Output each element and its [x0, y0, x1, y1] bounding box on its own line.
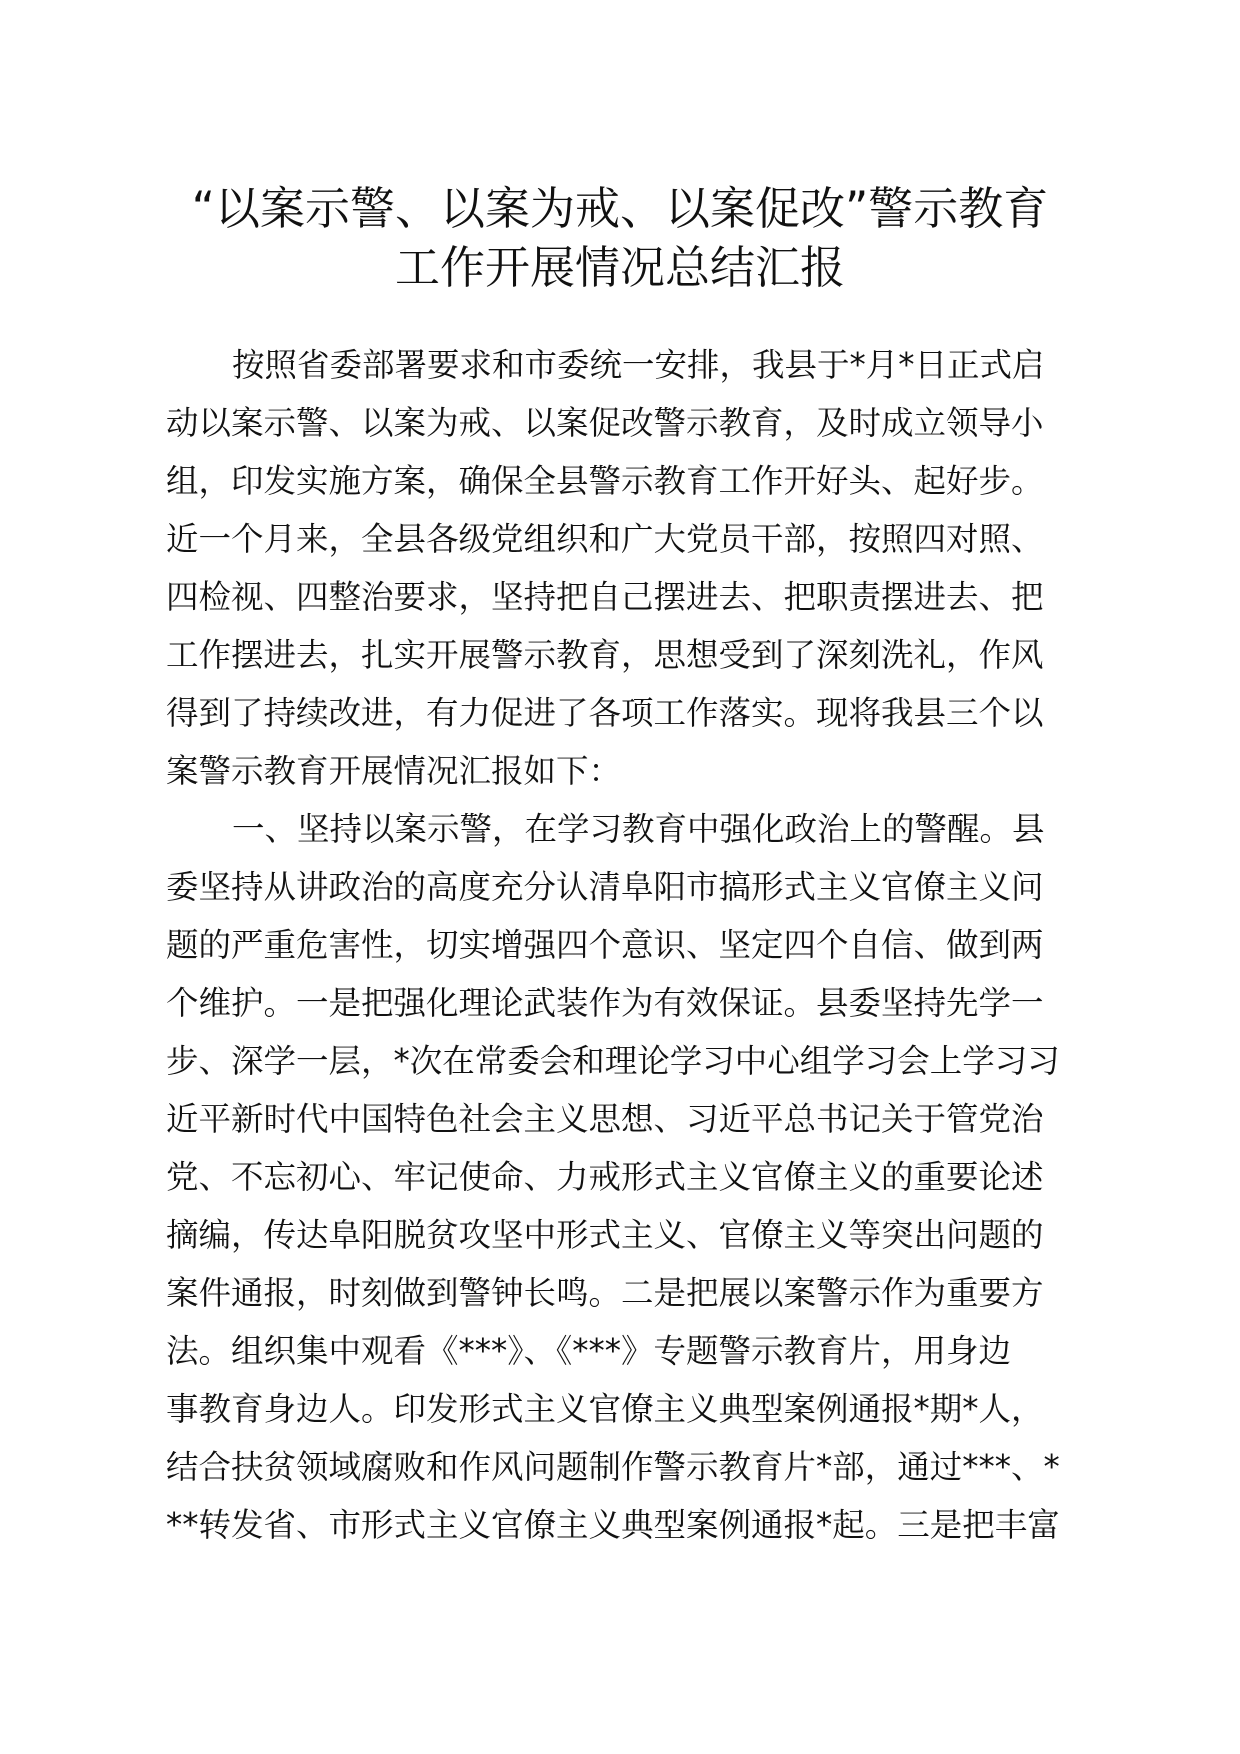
paragraph-line: 按照省委部署要求和市委统一安排，我县于*月*日正式启 [232, 346, 1045, 384]
paragraph-line: 步、深学一层，*次在常委会和理论学习中心组学习会上学习习 [166, 1042, 1060, 1080]
document-title-line-1: “以案示警、以案为戒、以案促改”警示教育 [191, 182, 1049, 235]
paragraph-line: 近一个月来，全县各级党组织和广大党员干部，按照四对照、 [166, 520, 1044, 558]
paragraph-line: 案件通报，时刻做到警钟长鸣。二是把展以案警示作为重要方 [166, 1274, 1044, 1312]
paragraph-line: 组，印发实施方案，确保全县警示教育工作开好头、起好步。 [166, 462, 1044, 500]
paragraph-line: 法。组织集中观看《***》、《***》专题警示教育片，用身边 [166, 1332, 1012, 1370]
paragraph-line: 得到了持续改进，有力促进了各项工作落实。现将我县三个以 [166, 694, 1044, 732]
paragraph-line: 事教育身边人。印发形式主义官僚主义典型案例通报*期*人， [166, 1390, 1044, 1428]
paragraph-line: 结合扶贫领域腐败和作风问题制作警示教育片*部，通过***、* [166, 1448, 1060, 1486]
paragraph-line: 工作摆进去，扎实开展警示教育，思想受到了深刻洗礼，作风 [166, 636, 1044, 674]
document-body [166, 336, 1086, 1554]
paragraph-line: 近平新时代中国特色社会主义思想、习近平总书记关于管党治 [166, 1100, 1044, 1138]
paragraph-line: 案警示教育开展情况汇报如下： [166, 752, 622, 790]
paragraph-line: 四检视、四整治要求，坚持把自己摆进去、把职责摆进去、把 [166, 578, 1044, 616]
document-title-line-2: 工作开展情况总结汇报 [394, 241, 845, 294]
paragraph-line: 党、不忘初心、牢记使命、力戒形式主义官僚主义的重要论述 [166, 1158, 1044, 1196]
paragraph-line: 个维护。一是把强化理论武装作为有效保证。县委坚持先学一 [166, 984, 1044, 1022]
paragraph-line: 摘编，传达阜阳脱贫攻坚中形式主义、官僚主义等突出问题的 [166, 1216, 1044, 1254]
paragraph-line: 动以案示警、以案为戒、以案促改警示教育，及时成立领导小 [166, 404, 1044, 442]
paragraph-line: 委坚持从讲政治的高度充分认清阜阳市搞形式主义官僚主义问 [166, 868, 1044, 906]
section-heading-line: 一、坚持以案示警，在学习教育中强化政治上的警醒。县 [232, 810, 1045, 848]
paragraph-line: **转发省、市形式主义官僚主义典型案例通报*起。三是把丰富 [166, 1506, 1060, 1544]
paragraph-line: 题的严重危害性，切实增强四个意识、坚定四个自信、做到两 [166, 926, 1044, 964]
